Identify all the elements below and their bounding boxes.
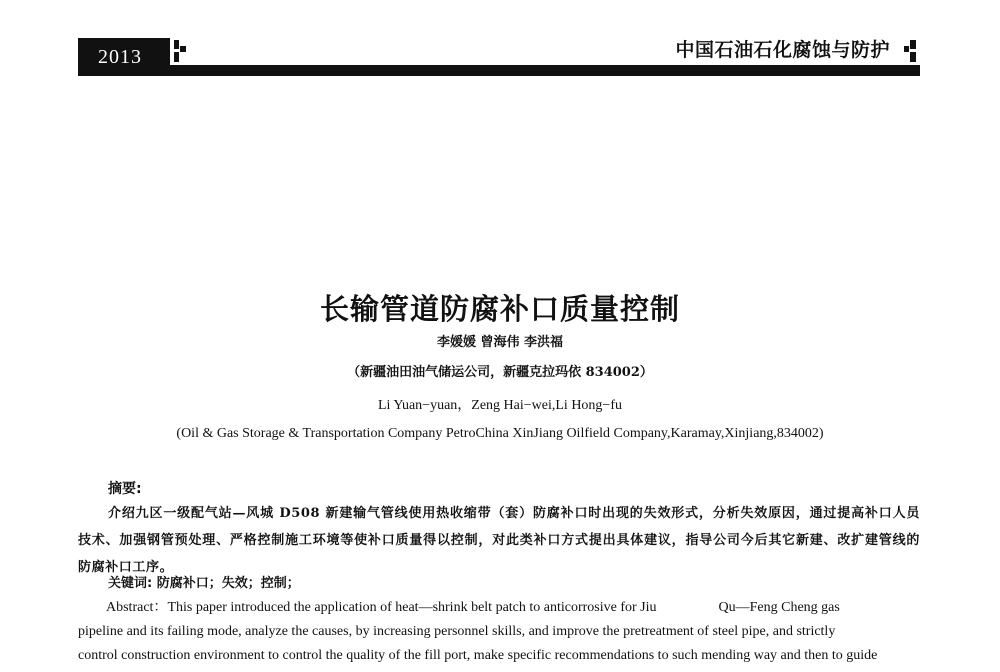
keywords-text: 防腐补口；失效；控制； [156, 576, 300, 591]
abstract-en-line: pipeline and its failing mode, analyze the causes, by increasing personnel skills, and improve the pretreatment of steel pipe, and strictly [78, 624, 836, 639]
abstract-en-fragment: Qu—Feng Cheng gas [718, 600, 840, 615]
abstract-text-cn: 介绍九区一级配气站—风城 D508 新建输气管线使用热收缩带（套）防腐补口时出现的失效形式，分析失效原因，通过提高补口人员技术、加强钢管预处理、严格控制施工环境等使补口质量得以控制，对此类补口方式提出具体建议，指导公司今后其它新建、改扩建管线的防腐补口工序。 [78, 506, 920, 575]
abstract-en-fragment: This paper introduced the application of heat—shrink belt patch to anticorrosive for Jiu [167, 600, 657, 615]
paper-title: 长输管道防腐补口质量控制 [319, 292, 680, 326]
abstract-en-line [78, 596, 922, 620]
issue-year: 2013 [78, 38, 170, 76]
abstract-text-en [78, 596, 922, 668]
authors-cn: 李媛媛 曾海伟 李洪福 [436, 335, 564, 350]
affiliation-cn: （新疆油田油气储运公司，新疆克拉玛依 834002） [347, 365, 653, 380]
abstract-label-en: Abstract： [106, 600, 168, 615]
page-header [78, 38, 920, 76]
header-rule [170, 65, 920, 76]
journal-title: 中国石油石化腐蚀与防护 [675, 39, 890, 61]
corner-mark-icon [904, 40, 916, 62]
corner-mark-icon [174, 40, 186, 62]
keywords [108, 572, 300, 591]
abstract-label-cn: 摘要: [108, 481, 142, 497]
abstract-en-line: control construction environment to control the quality of the fill port, make specific recommendations to such mending way and then to guide [78, 648, 878, 663]
affiliation-en: (Oil & Gas Storage & Transportation Company PetroChina XinJiang Oilfield Company,Karamay,Xinjiang,834002) [176, 426, 824, 441]
keywords-label: 关键词: [108, 576, 153, 591]
authors-en: Li Yuan−yuan，Zeng Hai−wei,Li Hong−fu [377, 398, 622, 413]
